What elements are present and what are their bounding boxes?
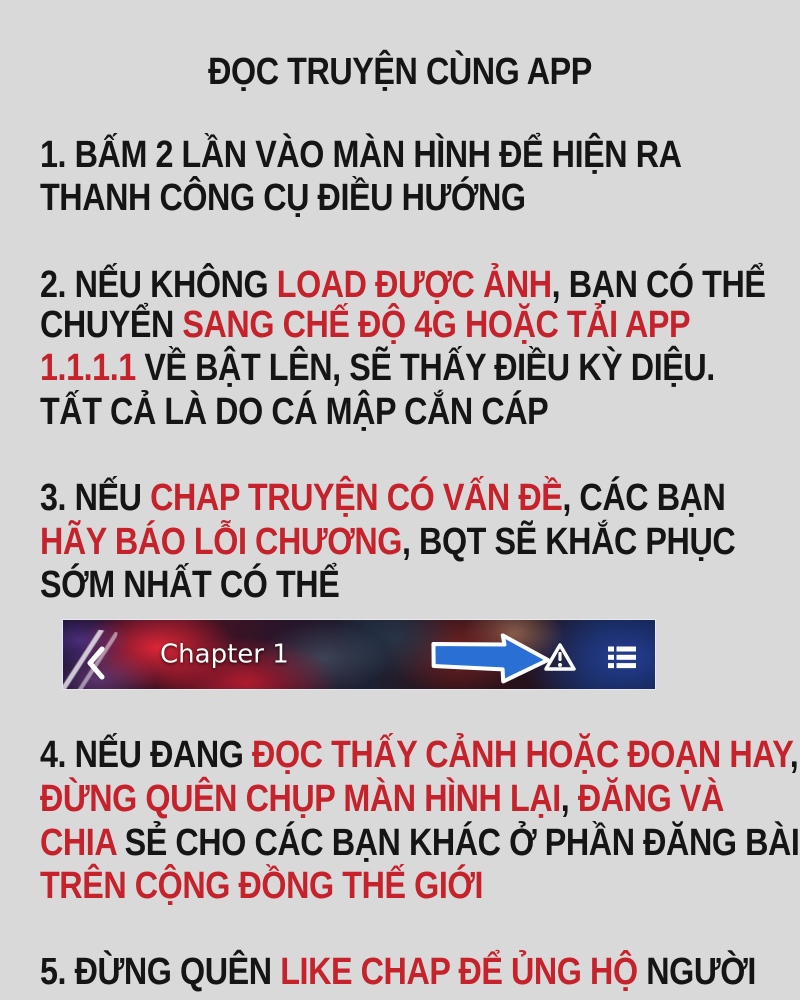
list-menu-icon: [608, 646, 636, 669]
text-segment: NGƯỜI: [637, 951, 756, 993]
text-segment: SẺ CHO CÁC BẠN KHÁC Ở PHẦN ĐĂNG BÀI: [116, 822, 800, 864]
text-segment: , BẠN CÓ THỂ: [551, 264, 766, 306]
app-toolbar-screenshot: [62, 619, 656, 690]
highlight-segment: SANG CHẾ ĐỘ 4G HOẶC TẢI APP: [182, 304, 691, 346]
text-segment: 1. BẤM 2 LẦN VÀO MÀN HÌNH ĐỂ HIỆN RA: [40, 134, 682, 176]
highlight-segment: CHIA: [40, 822, 117, 864]
blue-arrow-annotation-icon: [428, 631, 554, 685]
highlight-segment: 1.1.1.1: [40, 347, 136, 389]
instruction-3-line-1: [40, 476, 725, 520]
instruction-4-line-2: [40, 777, 724, 821]
text-segment: 5. ĐỪNG QUÊN: [40, 951, 281, 993]
highlight-segment: HÃY BÁO LỖI CHƯƠNG: [40, 521, 402, 563]
instruction-4-line-1: [40, 733, 798, 777]
text-segment: CHUYỂN: [40, 304, 183, 346]
highlight-segment: LIKE CHAP ĐỂ ỦNG HỘ: [280, 951, 638, 993]
instruction-3-line-2: [40, 520, 735, 564]
text-segment: TẤT CẢ LÀ DO CÁ MẬP CẮN CÁP: [40, 391, 549, 433]
text-segment: 3. NẾU: [40, 477, 151, 519]
text-segment: THANH CÔNG CỤ ĐIỀU HƯỚNG: [40, 177, 526, 219]
highlight-segment: ĐĂNG VÀ: [577, 778, 724, 820]
instruction-2-line-2: [40, 303, 690, 347]
instruction-1-line-1: [40, 133, 682, 177]
highlight-segment: LOAD ĐƯỢC ẢNH: [276, 264, 552, 306]
instruction-5-line-1: [40, 950, 756, 994]
text-segment: VỀ BẬT LÊN, SẼ THẤY ĐIỀU KỲ DIỆU.: [135, 347, 715, 389]
page-title: ĐỌC TRUYỆN CÙNG APP: [208, 51, 592, 93]
instruction-4-line-3: [40, 821, 799, 865]
text-segment: , BQT SẼ KHẮC PHỤC: [401, 521, 736, 563]
instruction-2-line-3: [40, 346, 715, 390]
warning-triangle-icon: [544, 642, 576, 672]
instruction-2-line-1: [40, 263, 766, 307]
instruction-2-line-4: [40, 390, 548, 434]
text-segment: ,: [560, 778, 578, 820]
instruction-4-line-4: [40, 864, 483, 908]
text-segment: ,: [789, 734, 799, 776]
text-segment: , CÁC BẠN: [562, 477, 726, 519]
highlight-segment: TRÊN CỘNG ĐỒNG THẾ GIỚI: [40, 865, 484, 907]
text-segment: 2. NẾU KHÔNG: [40, 264, 277, 306]
highlight-segment: CHAP TRUYỆN CÓ VẤN ĐỀ: [150, 477, 563, 519]
text-segment: SỚM NHẤT CÓ THỂ: [40, 564, 340, 606]
instruction-1-line-2: [40, 176, 526, 220]
text-segment: 4. NẾU ĐANG: [40, 734, 253, 776]
highlight-segment: ĐỌC THẤY CẢNH HOẶC ĐOẠN HAY: [252, 734, 790, 776]
instruction-3-line-3: [40, 563, 339, 607]
highlight-segment: ĐỪNG QUÊN CHỤP MÀN HÌNH LẠI: [40, 778, 561, 820]
chapter-title-label: Chapter 1: [160, 638, 289, 669]
back-chevron-icon: [85, 646, 107, 680]
